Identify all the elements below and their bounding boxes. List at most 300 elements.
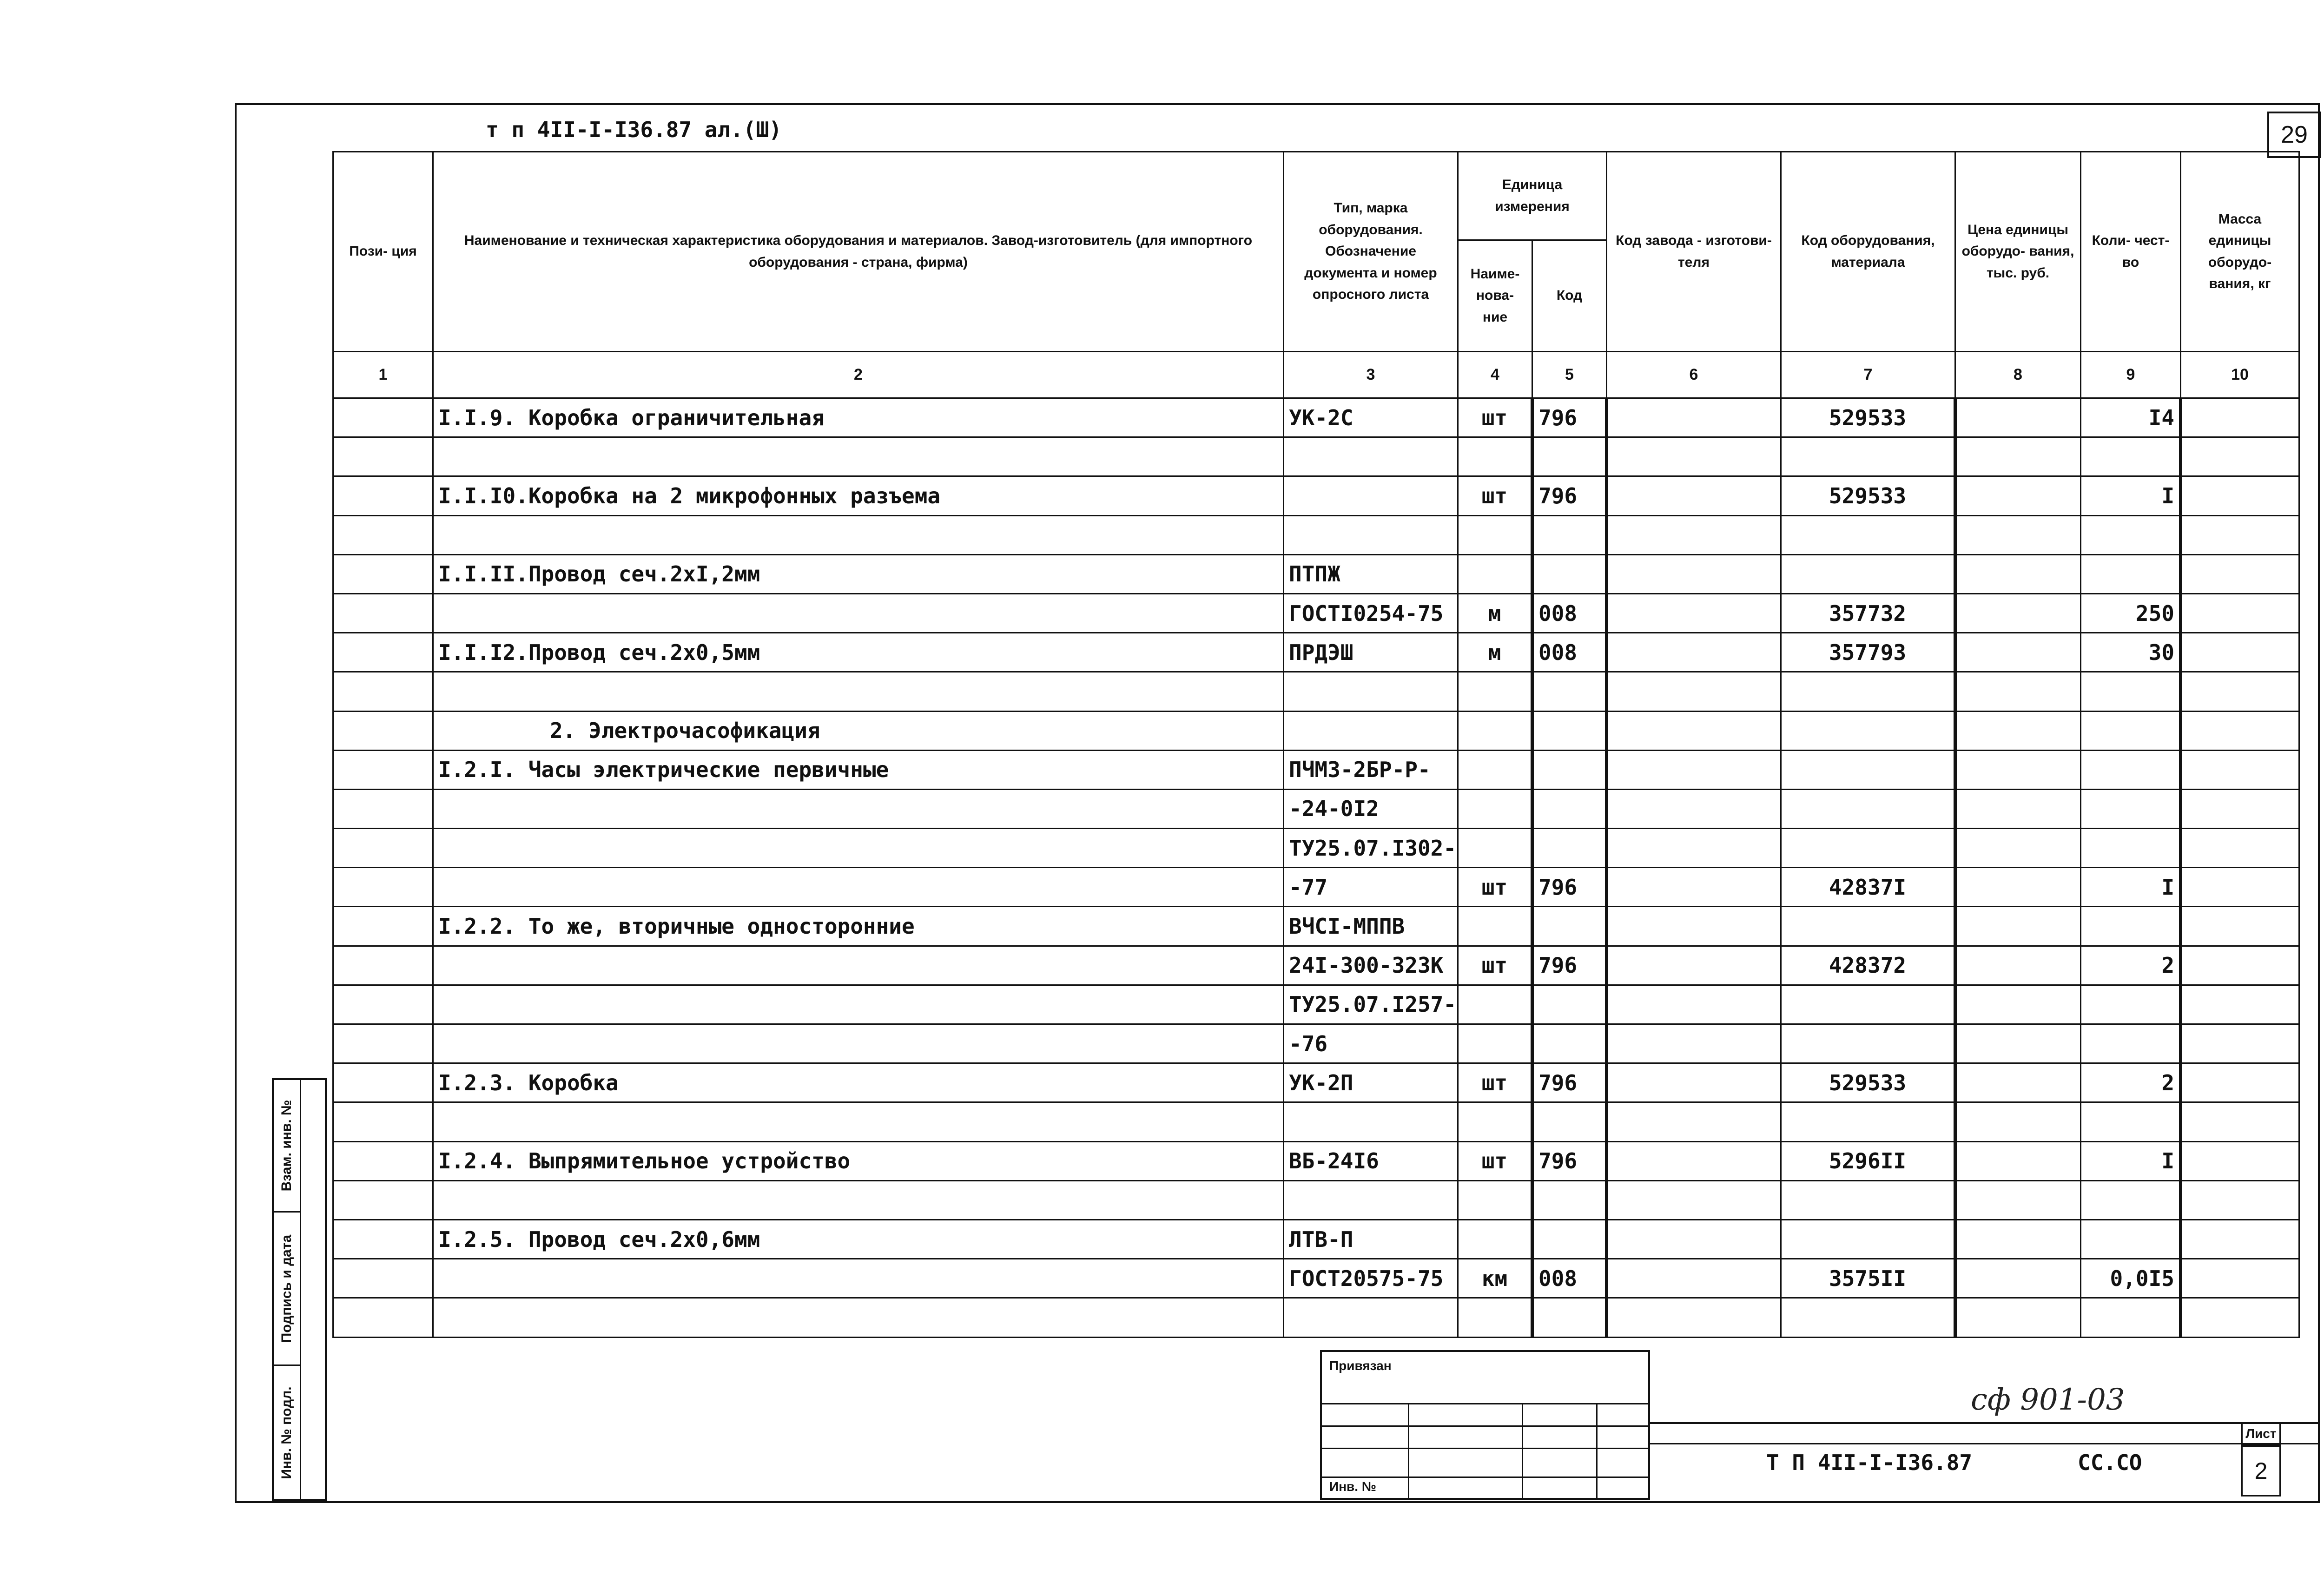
row-position — [333, 476, 433, 515]
row-material-code — [1781, 554, 1955, 593]
row-material-code — [1781, 907, 1955, 946]
row-manufacturer-code — [1607, 1219, 1781, 1259]
row-type: ВБ-24I6 — [1284, 1141, 1458, 1180]
row-position — [333, 593, 433, 633]
row-unit: км — [1458, 1259, 1532, 1298]
row-unit — [1458, 1180, 1532, 1219]
stamp-label: Привязан — [1329, 1358, 1392, 1373]
table-row — [333, 437, 2299, 476]
row-quantity — [2081, 437, 2181, 476]
row-mass — [2181, 1141, 2299, 1180]
col-header-unit-name: Наиме- нова- ние — [1458, 240, 1532, 352]
table-row — [333, 985, 2299, 1024]
row-unit-code — [1532, 907, 1607, 946]
table-row — [333, 554, 2299, 593]
row-mass — [2181, 1219, 2299, 1259]
sidebar-signature-date: Подпись и дата — [274, 1213, 300, 1366]
table-row — [333, 593, 2299, 633]
signature: сф 901-03 — [1971, 1383, 2125, 1417]
table-row — [333, 672, 2299, 711]
row-material-code — [1781, 672, 1955, 711]
col-number: 7 — [1781, 352, 1955, 398]
col-header-material-code: Код оборудования, материала — [1781, 152, 1955, 352]
row-type — [1284, 1102, 1458, 1141]
row-unit — [1458, 789, 1532, 828]
row-price — [1955, 1141, 2081, 1180]
row-mass — [2181, 554, 2299, 593]
row-mass — [2181, 829, 2299, 868]
row-position — [333, 554, 433, 593]
row-unit-code — [1532, 1024, 1607, 1063]
row-quantity: 0,0I5 — [2081, 1259, 2181, 1298]
row-unit-code — [1532, 672, 1607, 711]
row-position — [333, 1180, 433, 1219]
row-manufacturer-code — [1607, 1141, 1781, 1180]
row-unit-code — [1532, 711, 1607, 750]
row-type — [1284, 515, 1458, 554]
row-name — [433, 1102, 1284, 1141]
row-unit-code — [1532, 789, 1607, 828]
row-material-code — [1781, 1024, 1955, 1063]
row-mass — [2181, 476, 2299, 515]
row-position — [333, 1141, 433, 1180]
row-mass — [2181, 750, 2299, 789]
col-header-mass: Масса единицы оборудо- вания, кг — [2181, 152, 2299, 352]
row-unit-code: 008 — [1532, 633, 1607, 672]
row-manufacturer-code — [1607, 1180, 1781, 1219]
row-quantity: 2 — [2081, 1063, 2181, 1102]
row-type: ГОСТI0254-75 — [1284, 593, 1458, 633]
row-unit-code: 796 — [1532, 476, 1607, 515]
row-quantity — [2081, 829, 2181, 868]
row-position — [333, 1259, 433, 1298]
row-quantity — [2081, 1180, 2181, 1219]
row-unit: шт — [1458, 946, 1532, 985]
row-manufacturer-code — [1607, 1102, 1781, 1141]
row-name — [433, 1180, 1284, 1219]
row-name — [433, 1298, 1284, 1337]
row-mass — [2181, 398, 2299, 437]
row-name: I.2.3. Коробка — [433, 1063, 1284, 1102]
col-header-unit-code: Код — [1532, 240, 1607, 352]
row-manufacturer-code — [1607, 829, 1781, 868]
row-unit: шт — [1458, 1141, 1532, 1180]
row-price — [1955, 907, 2081, 946]
row-quantity: I — [2081, 868, 2181, 907]
row-name — [433, 946, 1284, 985]
row-name — [433, 1259, 1284, 1298]
row-manufacturer-code — [1607, 476, 1781, 515]
row-type: ЛТВ-П — [1284, 1219, 1458, 1259]
table-row — [333, 398, 2299, 437]
row-quantity — [2081, 750, 2181, 789]
table-row — [333, 1102, 2299, 1141]
col-header-name: Наименование и техническая характеристика оборудования и материалов. Завод-изготовитель (для импортного оборудования - страна, фирма) — [433, 152, 1284, 352]
footer-divider — [1650, 1443, 2319, 1444]
row-price — [1955, 1259, 2081, 1298]
row-type: ГОСТ20575-75 — [1284, 1259, 1458, 1298]
row-material-code: 3575II — [1781, 1259, 1955, 1298]
row-unit-code: 796 — [1532, 1141, 1607, 1180]
footer-divider — [1650, 1422, 2319, 1424]
row-mass — [2181, 907, 2299, 946]
row-unit — [1458, 829, 1532, 868]
table-row — [333, 1298, 2299, 1337]
row-material-code — [1781, 1298, 1955, 1337]
row-name — [433, 1024, 1284, 1063]
row-manufacturer-code — [1607, 868, 1781, 907]
row-manufacturer-code — [1607, 593, 1781, 633]
table-row — [333, 476, 2299, 515]
row-unit — [1458, 437, 1532, 476]
sheet-number: 2 — [2241, 1445, 2281, 1496]
row-name — [433, 672, 1284, 711]
row-price — [1955, 946, 2081, 985]
row-price — [1955, 476, 2081, 515]
row-mass — [2181, 515, 2299, 554]
row-material-code: 529533 — [1781, 476, 1955, 515]
table-row — [333, 1024, 2299, 1063]
row-unit — [1458, 554, 1532, 593]
row-unit-code — [1532, 1298, 1607, 1337]
row-type: -77 — [1284, 868, 1458, 907]
row-name: I.2.4. Выпрямительное устройство — [433, 1141, 1284, 1180]
row-type — [1284, 1298, 1458, 1337]
document-title: т п 4II-I-I36.87 ал.(Ш) — [486, 117, 782, 142]
row-price — [1955, 437, 2081, 476]
row-quantity: 30 — [2081, 633, 2181, 672]
col-header-position: Пози- ция — [333, 152, 433, 352]
col-header-type: Тип, марка оборудования. Обозначение документа и номер опросного листа — [1284, 152, 1458, 352]
row-price — [1955, 985, 2081, 1024]
col-number: 9 — [2081, 352, 2181, 398]
row-quantity — [2081, 1298, 2181, 1337]
row-manufacturer-code — [1607, 711, 1781, 750]
row-quantity: I4 — [2081, 398, 2181, 437]
row-manufacturer-code — [1607, 1024, 1781, 1063]
row-position — [333, 907, 433, 946]
row-material-code — [1781, 711, 1955, 750]
col-number: 5 — [1532, 352, 1607, 398]
row-material-code — [1781, 829, 1955, 868]
row-position — [333, 985, 433, 1024]
row-unit — [1458, 750, 1532, 789]
row-price — [1955, 554, 2081, 593]
table-row — [333, 946, 2299, 985]
row-quantity: I — [2081, 1141, 2181, 1180]
row-position — [333, 789, 433, 828]
table-row — [333, 789, 2299, 828]
row-price — [1955, 711, 2081, 750]
row-name — [433, 985, 1284, 1024]
row-unit-code — [1532, 554, 1607, 593]
row-mass — [2181, 868, 2299, 907]
row-name — [433, 868, 1284, 907]
row-manufacturer-code — [1607, 398, 1781, 437]
row-material-code — [1781, 1219, 1955, 1259]
row-unit-code — [1532, 985, 1607, 1024]
row-mass — [2181, 1063, 2299, 1102]
row-quantity — [2081, 985, 2181, 1024]
row-position — [333, 946, 433, 985]
row-price — [1955, 1298, 2081, 1337]
row-unit — [1458, 907, 1532, 946]
row-manufacturer-code — [1607, 1259, 1781, 1298]
row-price — [1955, 789, 2081, 828]
col-number: 2 — [433, 352, 1284, 398]
row-unit: м — [1458, 633, 1532, 672]
row-position — [333, 1024, 433, 1063]
row-unit — [1458, 985, 1532, 1024]
row-price — [1955, 829, 2081, 868]
row-unit-code: 796 — [1532, 946, 1607, 985]
col-header-unit-group: Единица измерения — [1458, 152, 1607, 240]
col-number: 1 — [333, 352, 433, 398]
row-type: 24I-300-323К — [1284, 946, 1458, 985]
sheet-label: Лист — [2241, 1422, 2281, 1445]
row-material-code — [1781, 515, 1955, 554]
row-price — [1955, 750, 2081, 789]
row-manufacturer-code — [1607, 633, 1781, 672]
row-material-code: 357793 — [1781, 633, 1955, 672]
row-unit-code — [1532, 515, 1607, 554]
row-name — [433, 829, 1284, 868]
row-type: ТУ25.07.I302- — [1284, 829, 1458, 868]
row-unit — [1458, 515, 1532, 554]
row-unit — [1458, 1024, 1532, 1063]
row-mass — [2181, 1102, 2299, 1141]
row-type: ПЧМЗ-2БР-Р- — [1284, 750, 1458, 789]
row-manufacturer-code — [1607, 437, 1781, 476]
row-unit-code: 008 — [1532, 593, 1607, 633]
row-quantity: I — [2081, 476, 2181, 515]
row-quantity — [2081, 1219, 2181, 1259]
col-header-manufacturer-code: Код завода - изготови- теля — [1607, 152, 1781, 352]
table-row — [333, 1219, 2299, 1259]
row-mass — [2181, 1024, 2299, 1063]
col-number: 10 — [2181, 352, 2299, 398]
row-manufacturer-code — [1607, 1298, 1781, 1337]
row-position — [333, 750, 433, 789]
row-position — [333, 868, 433, 907]
row-material-code: 428372 — [1781, 946, 1955, 985]
col-header-price: Цена единицы оборудо- вания, тыс. руб. — [1955, 152, 2081, 352]
col-header-quantity: Коли- чест- во — [2081, 152, 2181, 352]
row-type: ВЧСI-МППВ — [1284, 907, 1458, 946]
row-unit: шт — [1458, 476, 1532, 515]
row-unit — [1458, 672, 1532, 711]
row-price — [1955, 1219, 2081, 1259]
row-unit-code: 796 — [1532, 398, 1607, 437]
table-row — [333, 633, 2299, 672]
row-unit — [1458, 1102, 1532, 1141]
row-type: -76 — [1284, 1024, 1458, 1063]
row-position — [333, 1298, 433, 1337]
row-quantity: 2 — [2081, 946, 2181, 985]
row-type — [1284, 711, 1458, 750]
row-position — [333, 1102, 433, 1141]
row-type: ПРДЭШ — [1284, 633, 1458, 672]
row-position — [333, 437, 433, 476]
row-manufacturer-code — [1607, 515, 1781, 554]
table-row — [333, 1180, 2299, 1219]
table-row — [333, 711, 2299, 750]
row-unit — [1458, 1298, 1532, 1337]
row-position — [333, 515, 433, 554]
row-mass — [2181, 672, 2299, 711]
row-quantity: 250 — [2081, 593, 2181, 633]
row-mass — [2181, 1180, 2299, 1219]
sidebar-original-inventory: Инв. № подл. — [279, 1386, 294, 1479]
row-type — [1284, 1180, 1458, 1219]
row-name — [433, 515, 1284, 554]
row-unit-code — [1532, 437, 1607, 476]
row-price — [1955, 1024, 2081, 1063]
specification-table — [332, 151, 2300, 1338]
row-mass — [2181, 593, 2299, 633]
approval-sidebar — [272, 1078, 327, 1501]
row-quantity — [2081, 1024, 2181, 1063]
row-type — [1284, 476, 1458, 515]
row-price — [1955, 593, 2081, 633]
row-unit — [1458, 1219, 1532, 1259]
row-position — [333, 633, 433, 672]
row-manufacturer-code — [1607, 907, 1781, 946]
row-position — [333, 1219, 433, 1259]
row-mass — [2181, 1259, 2299, 1298]
col-number: 8 — [1955, 352, 2081, 398]
row-material-code: 42837I — [1781, 868, 1955, 907]
footer-code: СС.СО — [2078, 1450, 2142, 1475]
row-manufacturer-code — [1607, 1063, 1781, 1102]
row-quantity — [2081, 789, 2181, 828]
row-unit-code: 796 — [1532, 868, 1607, 907]
row-position — [333, 829, 433, 868]
row-material-code — [1781, 789, 1955, 828]
row-material-code — [1781, 1180, 1955, 1219]
row-material-code — [1781, 1102, 1955, 1141]
row-mass — [2181, 711, 2299, 750]
row-quantity — [2081, 1102, 2181, 1141]
col-number: 3 — [1284, 352, 1458, 398]
row-name: I.I.I2.Провод сеч.2х0,5мм — [433, 633, 1284, 672]
row-quantity — [2081, 711, 2181, 750]
row-price — [1955, 1102, 2081, 1141]
row-mass — [2181, 789, 2299, 828]
table-row — [333, 1259, 2299, 1298]
row-unit: шт — [1458, 868, 1532, 907]
row-price — [1955, 515, 2081, 554]
row-name: I.2.I. Часы электрические первичные — [433, 750, 1284, 789]
col-number: 6 — [1607, 352, 1781, 398]
row-quantity — [2081, 907, 2181, 946]
row-price — [1955, 672, 2081, 711]
row-mass — [2181, 437, 2299, 476]
row-unit: шт — [1458, 398, 1532, 437]
row-material-code — [1781, 985, 1955, 1024]
row-unit: м — [1458, 593, 1532, 633]
table-row — [333, 907, 2299, 946]
row-manufacturer-code — [1607, 789, 1781, 828]
row-name: I.I.II.Провод сеч.2хI,2мм — [433, 554, 1284, 593]
row-type: УК-2П — [1284, 1063, 1458, 1102]
row-name — [433, 437, 1284, 476]
row-quantity — [2081, 672, 2181, 711]
table-row — [333, 515, 2299, 554]
row-mass — [2181, 985, 2299, 1024]
row-manufacturer-code — [1607, 750, 1781, 789]
row-unit-code — [1532, 750, 1607, 789]
row-position — [333, 398, 433, 437]
row-unit-code: 796 — [1532, 1063, 1607, 1102]
row-type: -24-0I2 — [1284, 789, 1458, 828]
binding-stamp — [1320, 1350, 1650, 1500]
row-unit-code — [1532, 1219, 1607, 1259]
row-quantity — [2081, 554, 2181, 593]
row-material-code: 529533 — [1781, 398, 1955, 437]
row-unit-code — [1532, 1102, 1607, 1141]
page-number: 29 — [2267, 112, 2321, 158]
row-position — [333, 1063, 433, 1102]
row-name: I.I.I0.Коробка на 2 микрофонных разъема — [433, 476, 1284, 515]
row-price — [1955, 1063, 2081, 1102]
row-price — [1955, 1180, 2081, 1219]
row-name: I.I.9. Коробка ограничительная — [433, 398, 1284, 437]
row-type: УК-2С — [1284, 398, 1458, 437]
row-manufacturer-code — [1607, 946, 1781, 985]
table-row — [333, 829, 2299, 868]
row-unit-code — [1532, 829, 1607, 868]
row-name — [433, 593, 1284, 633]
row-type: ПТПЖ — [1284, 554, 1458, 593]
sidebar-replace-inventory: Взам. инв. № — [274, 1080, 300, 1213]
row-type — [1284, 437, 1458, 476]
row-type: ТУ25.07.I257- — [1284, 985, 1458, 1024]
row-position — [333, 711, 433, 750]
table-row — [333, 750, 2299, 789]
row-unit-code — [1532, 1180, 1607, 1219]
row-name: 2. Электрочасофикация — [433, 711, 1284, 750]
row-price — [1955, 398, 2081, 437]
row-unit: шт — [1458, 1063, 1532, 1102]
row-type — [1284, 672, 1458, 711]
footer-title: Т П 4II-I-I36.87 — [1766, 1450, 1973, 1475]
col-number: 4 — [1458, 352, 1532, 398]
row-material-code: 529533 — [1781, 1063, 1955, 1102]
row-material-code — [1781, 437, 1955, 476]
row-name: I.2.2. То же, вторичные односторонние — [433, 907, 1284, 946]
row-manufacturer-code — [1607, 554, 1781, 593]
row-price — [1955, 633, 2081, 672]
table-row — [333, 1063, 2299, 1102]
row-material-code — [1781, 750, 1955, 789]
row-name: I.2.5. Провод сеч.2х0,6мм — [433, 1219, 1284, 1259]
row-unit-code: 008 — [1532, 1259, 1607, 1298]
row-material-code: 357732 — [1781, 593, 1955, 633]
stamp-inventory-label: Инв. № — [1329, 1479, 1377, 1494]
row-mass — [2181, 1298, 2299, 1337]
row-position — [333, 672, 433, 711]
row-material-code: 5296II — [1781, 1141, 1955, 1180]
row-manufacturer-code — [1607, 672, 1781, 711]
row-price — [1955, 868, 2081, 907]
row-mass — [2181, 633, 2299, 672]
row-manufacturer-code — [1607, 985, 1781, 1024]
row-mass — [2181, 946, 2299, 985]
row-name — [433, 789, 1284, 828]
table-row — [333, 868, 2299, 907]
table-row — [333, 1141, 2299, 1180]
